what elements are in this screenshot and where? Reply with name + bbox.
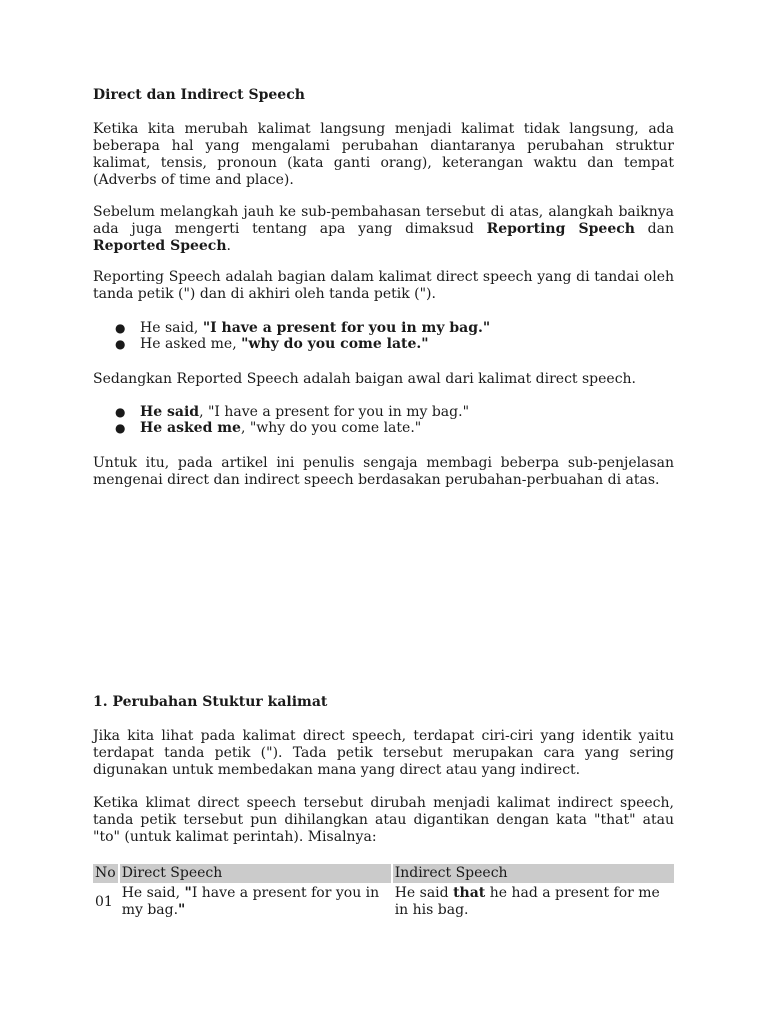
intro-paragraph-3: Reporting Speech adalah bagian dalam kalimat direct speech yang di tandai oleh tanda petik (") dan di akhiri oleh tanda petik ("). — [93, 269, 674, 302]
indirect-that: that — [453, 885, 486, 901]
direct-close-quote: " — [178, 902, 186, 918]
list-item — [93, 336, 674, 352]
direct-quote-text: I have a present for you in my bag. — [121, 885, 380, 918]
intro-paragraph-2 — [93, 204, 674, 255]
bullet-icon: ● — [115, 405, 126, 419]
header-indirect-speech: Indirect Speech — [393, 864, 674, 883]
p2-text-mid: dan — [634, 221, 674, 237]
bullet-icon: ● — [115, 421, 126, 435]
term-reported-speech: Reported Speech — [93, 238, 227, 254]
bullet-icon: ● — [115, 337, 126, 351]
indirect-before: He said — [394, 885, 454, 901]
list-item-bold: He asked me — [140, 420, 241, 436]
list-item-plain: , "I have a present for you in my bag." — [199, 404, 470, 420]
direct-open-quote: " — [184, 885, 192, 901]
table-row — [93, 885, 674, 919]
header-direct-speech: Direct Speech — [120, 864, 391, 883]
bullet-icon: ● — [115, 321, 126, 335]
table-header-row — [93, 864, 674, 883]
p2-text-after: . — [226, 238, 231, 254]
list-item-plain: He asked me, — [140, 336, 242, 352]
comparison-table — [91, 862, 676, 921]
list-item-plain: , "why do you come late." — [240, 420, 422, 436]
list-item-bold: He said — [140, 404, 200, 420]
direct-plain: He said, — [121, 885, 185, 901]
list-item — [93, 404, 674, 420]
row-number: 01 — [95, 893, 113, 910]
indirect-after: he had a present for me in his bag. — [394, 885, 660, 918]
term-reporting-speech: Reporting Speech — [486, 221, 635, 237]
direct-speech-cell — [120, 885, 391, 919]
example-list-reporting — [93, 320, 674, 352]
section-paragraph-2: Ketika klimat direct speech tersebut dirubah menjadi kalimat indirect speech, tanda petik tersebut pun dihilangkan atau digantikan dengan kata "that" atau "to" (untuk kalimat perintah). Misalnya: — [93, 795, 674, 845]
page-title: Direct dan Indirect Speech — [93, 87, 305, 103]
list-item-bold: "I have a present for you in my bag." — [202, 320, 491, 336]
intro-paragraph-4: Sedangkan Reported Speech adalah baigan awal dari kalimat direct speech. — [93, 371, 637, 387]
indirect-speech-cell — [393, 885, 674, 919]
intro-paragraph-5: Untuk itu, pada artikel ini penulis sengaja membagi beberpa sub-penjelasan mengenai direct dan indirect speech berdasakan perubahan-perbuahan di atas. — [93, 455, 674, 488]
example-list-reported — [93, 404, 674, 436]
list-item — [93, 320, 674, 336]
list-item-bold: "why do you come late." — [241, 336, 429, 352]
intro-paragraph-1: Ketika kita merubah kalimat langsung menjadi kalimat tidak langsung, ada beberapa hal yang mengalami perubahan diantaranya perubahan struktur kalimat, tensis, pronoun (kata ganti orang), keterangan waktu dan tempat (Adverbs of time and place). — [93, 121, 674, 188]
p2-text-before: Sebelum melangkah jauh ke sub-pembahasan tersebut di atas, alangkah baiknya ada juga mengerti tentang apa yang dimaksud — [93, 204, 674, 237]
list-item-plain: He said, — [140, 320, 203, 336]
list-item — [93, 420, 674, 436]
section-heading: 1. Perubahan Stuktur kalimat — [93, 694, 328, 710]
header-no: No — [95, 865, 116, 881]
section-paragraph-1: Jika kita lihat pada kalimat direct speech, terdapat ciri-ciri yang identik yaitu terdapat tanda petik ("). Tada petik tersebut merupakan cara yang sering digunakan untuk membedakan mana yang direct atau yang indirect. — [93, 728, 674, 778]
